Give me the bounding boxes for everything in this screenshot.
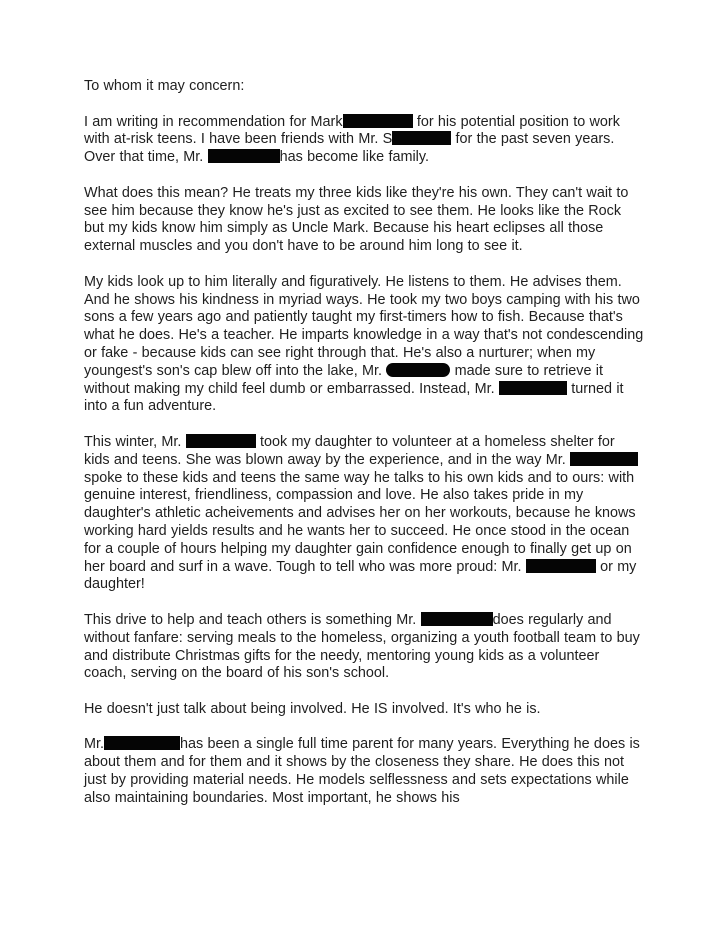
text-segment: or my daughter! <box>84 558 637 593</box>
paragraph-recommendation <box>84 114 644 167</box>
greeting: To whom it may concern: <box>84 78 245 94</box>
redaction-bar <box>526 559 596 573</box>
letter-body <box>84 78 644 825</box>
text-segment: This winter, Mr. <box>84 433 186 450</box>
paragraph-parent <box>84 736 644 807</box>
paragraph-meaning: What does this mean? He treats my three kids like they're his own. They can't wait to see him because they know he's just as excited to see them. He looks like the Rock but my kids know him simply as Uncle Mark. Because his heart eclipses all those external muscles and you don't have to be around him long to see it. <box>84 184 629 255</box>
text-segment: This drive to help and teach others is something Mr. <box>84 611 421 628</box>
text-segment: does regularly and without fanfare: serving meals to the homeless, organizing a youth football team to buy and distribute Christmas gifts for the needy, mentoring young kids as a volunteer coach, serving on the board of his son's school. <box>84 611 640 682</box>
text-segment: I am writing in recommendation for Mark <box>84 113 343 130</box>
text-segment: spoke to these kids and teens the same way he talks to his own kids and to ours: with genuine interest, friendliness, compassion and love. He also takes pride in my daughter's athletic acheivements and advises her on her workouts, because he knows working hard yields results and he wants her to succeed. He once stood in the ocean for a couple of hours helping my daughter gain confidence enough to finally get up on her board and surf in a wave. Tough to tell who was more proud: Mr. <box>84 469 636 575</box>
text-segment: made sure to retrieve it without making my child feel dumb or embarrassed. Instead, Mr. <box>84 362 603 397</box>
redaction-bar <box>208 149 280 163</box>
text-segment: for the past seven years. Over that time, Mr. <box>84 131 615 166</box>
text-segment: took my daughter to volunteer at a homeless shelter for kids and teens. She was blown away by the experience, and in the way Mr. <box>84 433 615 468</box>
paragraph-drive <box>84 612 644 683</box>
redaction-bar <box>392 131 451 145</box>
redaction-bar <box>499 381 567 395</box>
paragraph-involved: He doesn't just talk about being involved. He IS involved. It's who he is. <box>84 700 541 717</box>
redaction-bar <box>104 736 180 750</box>
redaction-bar <box>343 114 413 128</box>
redaction-bar <box>186 434 256 448</box>
paragraph-winter <box>84 434 644 594</box>
redaction-bar <box>570 452 638 466</box>
text-segment: Mr. <box>84 736 104 753</box>
redaction-bar <box>386 363 450 377</box>
paragraph-kids <box>84 274 644 416</box>
text-segment: for his potential position to work with at-risk teens. I have been friends with Mr. S <box>84 113 620 148</box>
text-segment: My kids look up to him literally and figuratively. He listens to them. He advises them. And he shows his kindness in myriad ways. He took my two boys camping with his two sons a few years ago and patiently taught my first-timers how to fish. Because that's what he does. He's a teacher. He imparts knowledge in a way that's not condescending or fake - because kids can see right through that. He's also a nurturer; when my youngest's son's cap blew off into the lake, Mr. <box>84 273 644 379</box>
text-segment: has been a single full time parent for many years. Everything he does is about them and for them and it shows by the closeness they share. He does this not just by providing material needs. He models selflessness and sets expectations while also maintaining boundaries. Most important, he shows his <box>84 736 640 806</box>
text-segment: has become like family. <box>279 149 429 166</box>
text-segment: turned it into a fun adventure. <box>84 380 624 415</box>
redaction-bar <box>421 612 493 626</box>
